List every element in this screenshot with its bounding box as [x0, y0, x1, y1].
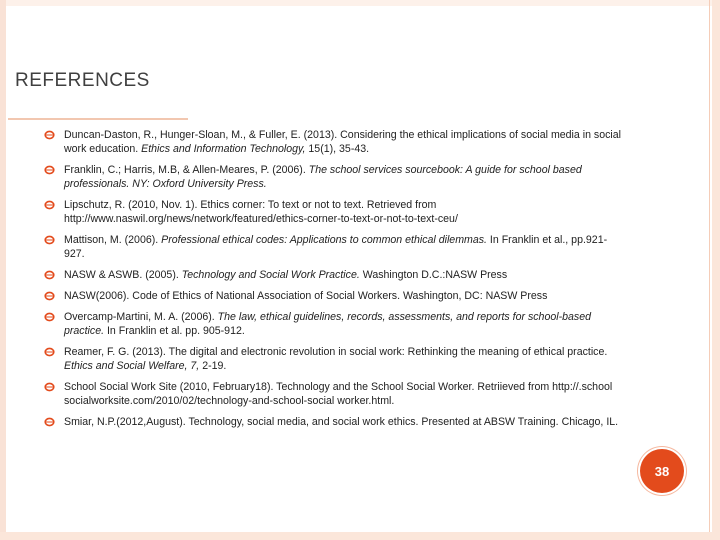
- reference-text: 2-19.: [199, 360, 227, 372]
- reference-item: [44, 128, 624, 156]
- reference-text: Mattison, M. (2006).: [64, 234, 162, 246]
- reference-item: [44, 310, 624, 338]
- ring-bullet-icon: [44, 200, 55, 210]
- frame-bottom-border: [0, 532, 720, 540]
- frame-right-line: [709, 0, 710, 540]
- reference-text: Reamer, F. G. (2013). The digital and electronic revolution in social work: Rethinking the meaning of ethical practice.: [64, 346, 608, 358]
- ring-bullet-icon: [44, 130, 55, 140]
- reference-italic-text: Ethics and Social Welfare, 7,: [64, 360, 200, 372]
- ring-bullet-icon: [44, 270, 55, 280]
- ring-bullet-icon: [44, 312, 55, 322]
- ring-bullet-icon: [44, 382, 55, 392]
- reference-item: [44, 380, 624, 408]
- reference-text: Washington D.C.:NASW Press: [359, 269, 508, 281]
- reference-item: [44, 163, 624, 191]
- reference-text: Duncan-Daston, R., Hunger-Sloan, M., & Fuller, E. (2013). Considering the ethical implications of social media in social work education.: [64, 129, 622, 155]
- reference-item: [44, 415, 624, 429]
- reference-text: In Franklin et al. pp. 905-912.: [104, 325, 245, 337]
- reference-item: [44, 345, 624, 373]
- reference-italic-text: Technology and Social Work Practice.: [181, 269, 360, 281]
- title-underline: [8, 118, 188, 120]
- reference-item: [44, 198, 624, 226]
- reference-text: School Social Work Site (2010, February18). Technology and the School Social Worker. Retriieved from http://.school socialworksite.com/2010/02/technology-and-school-social worker.html.: [64, 381, 613, 407]
- frame-right-border: [712, 0, 720, 540]
- reference-text: NASW(2006). Code of Ethics of National Association of Social Workers. Washington, DC: NASW Press: [64, 290, 548, 302]
- reference-item: [44, 233, 624, 261]
- frame-left-border: [0, 0, 6, 540]
- reference-item: [44, 268, 624, 282]
- references-list: [44, 128, 624, 436]
- ring-bullet-icon: [44, 165, 55, 175]
- reference-text: Smiar, N.P.(2012,August). Technology, social media, and social work ethics. Presented at ABSW Training. Chicago, IL.: [64, 416, 619, 428]
- reference-italic-text: The law, ethical guidelines, records, assessments, and reports for school-based practice.: [64, 311, 591, 337]
- reference-text: 15(1), 35-43.: [305, 143, 370, 155]
- reference-text: Franklin, C.; Harris, M.B, & Allen-Meares, P. (2006).: [64, 164, 309, 176]
- reference-italic-text: Ethics and Information Technology,: [141, 143, 306, 155]
- ring-bullet-icon: [44, 417, 55, 427]
- ring-bullet-icon: [44, 235, 55, 245]
- page-number-badge: 38: [640, 449, 684, 493]
- slide-title: references: [15, 62, 150, 92]
- reference-item: [44, 289, 624, 303]
- ring-bullet-icon: [44, 347, 55, 357]
- reference-text: Overcamp-Martini, M. A. (2006).: [64, 311, 218, 323]
- reference-italic-text: Professional ethical codes: Applications to common ethical dilemmas.: [161, 234, 487, 246]
- ring-bullet-icon: [44, 291, 55, 301]
- reference-italic-text: The school services sourcebook: A guide for school based professionals. NY: Oxford University Press.: [64, 164, 582, 190]
- reference-text: Lipschutz, R. (2010, Nov. 1). Ethics corner: To text or not to text. Retrieved from http://www.naswil.org/news/network/featured/ethics-corner-to-text-or-not-to-text-ceu/: [64, 199, 458, 225]
- reference-text: In Franklin et al., pp.921-927.: [64, 234, 608, 260]
- frame-top-border: [0, 0, 720, 6]
- reference-text: NASW & ASWB. (2005).: [64, 269, 182, 281]
